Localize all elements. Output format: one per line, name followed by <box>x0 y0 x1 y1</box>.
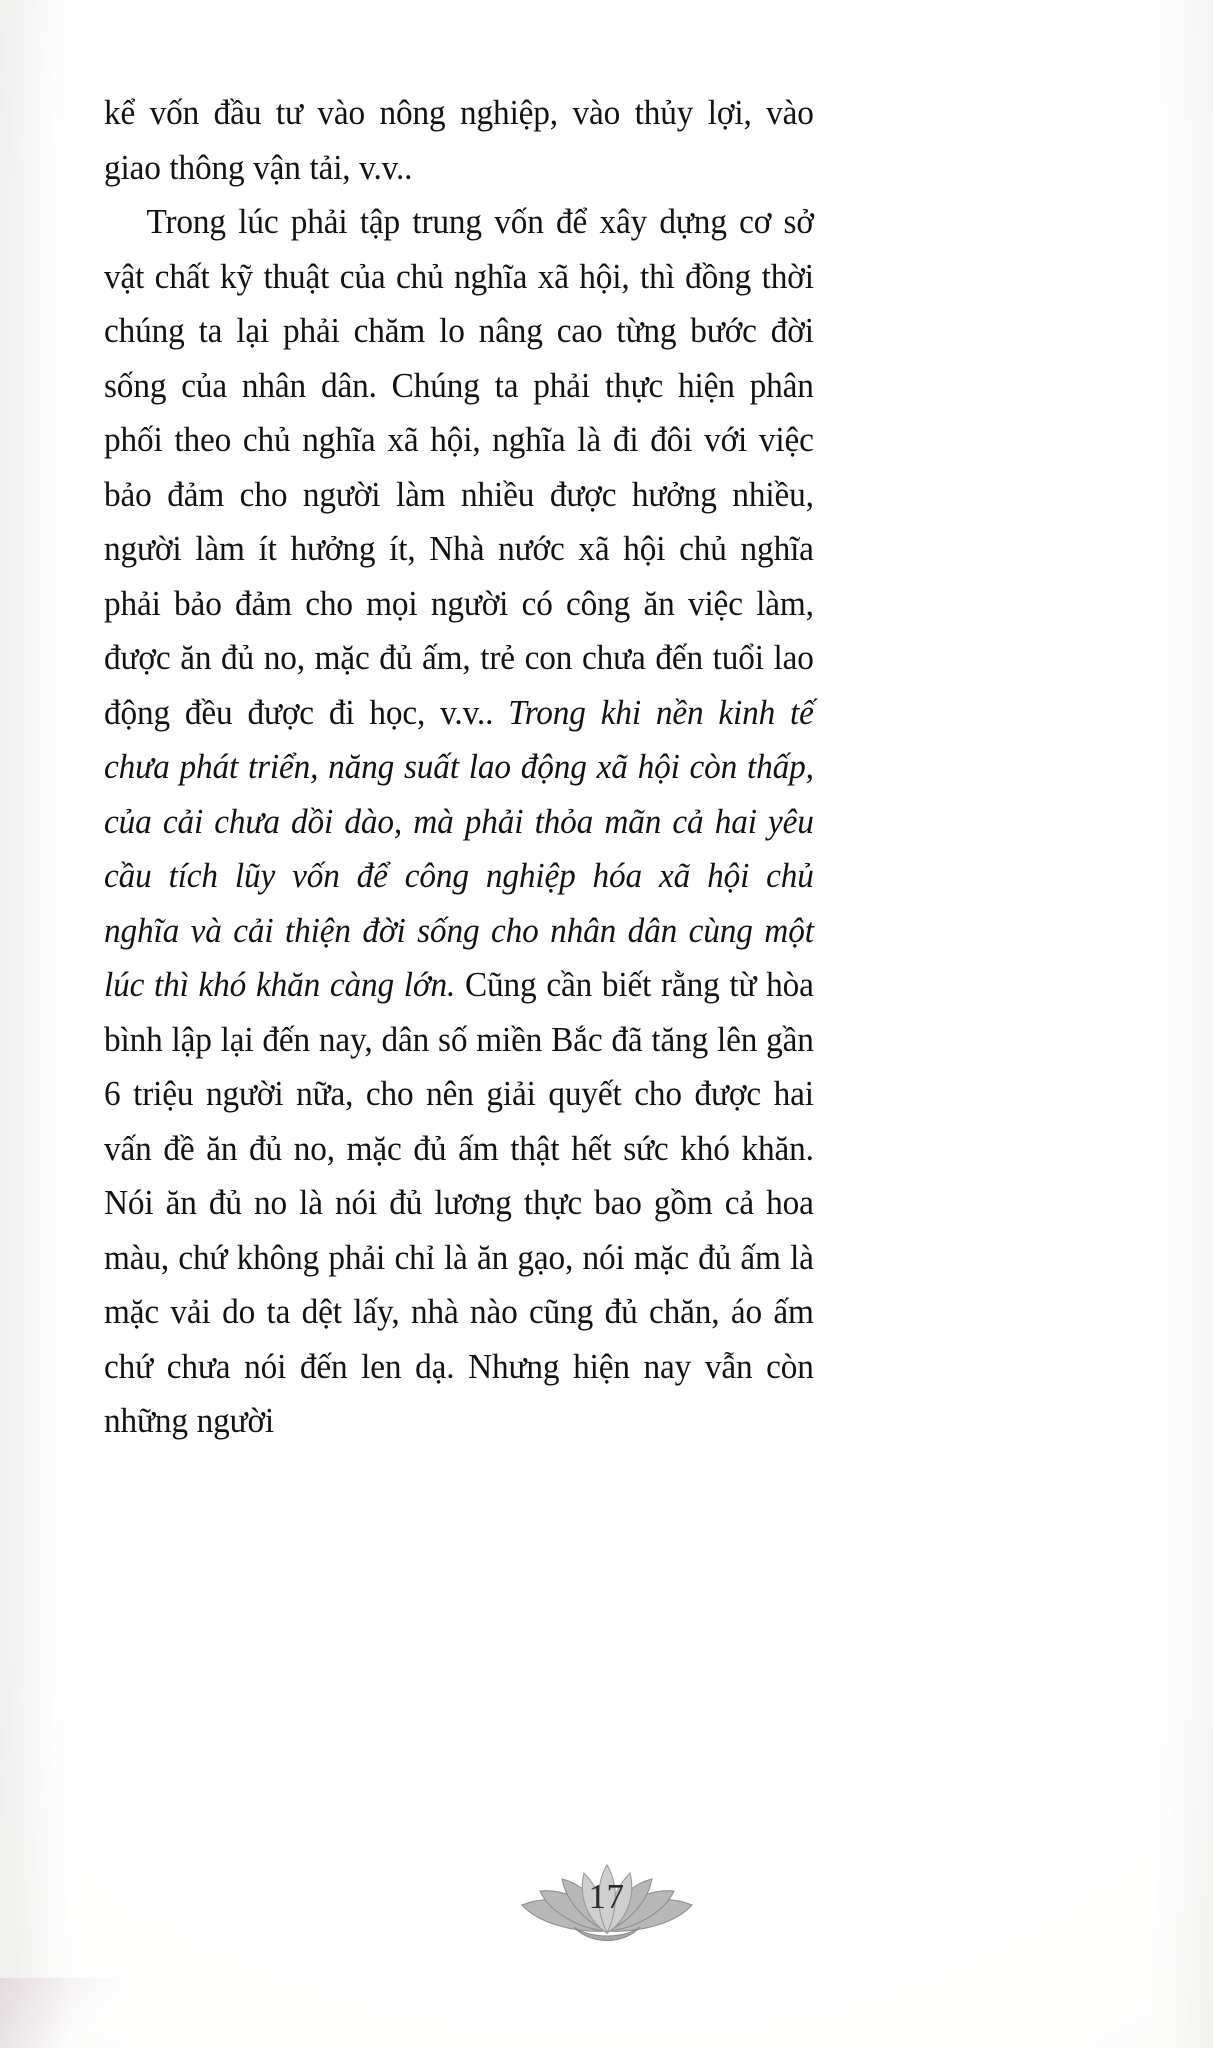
page-number: 17 <box>588 1877 625 1916</box>
body-text-block <box>104 86 814 1449</box>
paragraph-opening <box>104 86 814 195</box>
paragraph-opening-text: kể vốn đầu tư vào nông nghiệp, vào thủy lợi, vào giao thông vận tải, v.v.. <box>104 94 814 187</box>
paragraph-main-roman-lead: Trong lúc phải tập trung vốn để xây dựng cơ sở vật chất kỹ thuật của chủ nghĩa xã hội, thì đồng thời chúng ta lại phải chăm lo nâng cao từng bước đời sống của nhân dân. Chúng ta phải thực hiện phân phối theo chủ nghĩa xã hội, nghĩa là đi đôi với việc bảo đảm cho người làm nhiều được hưởng nhiều, người làm ít hưởng ít, Nhà nước xã hội chủ nghĩa phải bảo đảm cho mọi người có công ăn việc làm, được ăn đủ no, mặc đủ ấm, trẻ con chưa đến tuổi lao động đều được đi học, v.v.. <box>104 203 814 732</box>
page-footer <box>0 1820 1213 1970</box>
paragraph-main-inner <box>104 195 814 1449</box>
lotus-ornament <box>512 1835 702 1955</box>
scan-corner-artifact <box>0 1978 120 2048</box>
paragraph-main-italic-quote: Trong khi nền kinh tế chưa phát triển, năng suất lao động xã hội còn thấp, của cải chưa dồi dào, mà phải thỏa mãn cả hai yêu cầu tích lũy vốn để công nghiệp hóa xã hội chủ nghĩa và cải thiện đời sống cho nhân dân cùng một lúc thì khó khăn càng lớn. <box>104 693 814 1004</box>
paragraph-main-roman-tail: Cũng cần biết rằng từ hòa bình lập lại đến nay, dân số miền Bắc đã tăng lên gần 6 triệu người nữa, cho nên giải quyết cho được hai vấn đề ăn đủ no, mặc đủ ấm thật hết sức khó khăn. Nói ăn đủ no là nói đủ lương thực bao gồm cả hoa màu, chứ không phải chỉ là ăn gạo, nói mặc đủ ấm là mặc vải do ta dệt lấy, nhà nào cũng đủ chăn, áo ấm chứ chưa nói đến len dạ. Nhưng hiện nay vẫn còn những người <box>104 966 814 1440</box>
paragraph-main <box>104 195 814 1449</box>
